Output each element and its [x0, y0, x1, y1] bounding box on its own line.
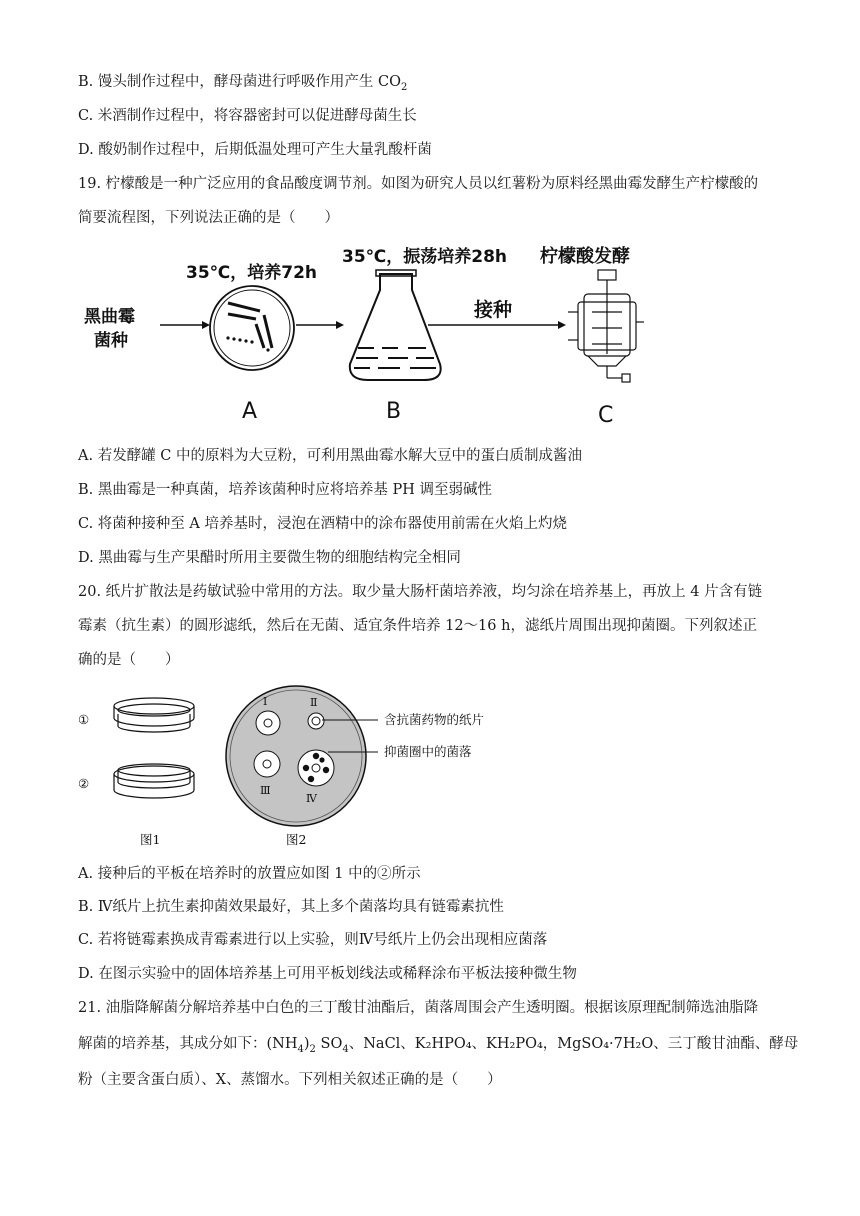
arrow-label: 接种	[474, 299, 513, 321]
q21-stem-line3: 粉（主要含蛋白质）、X、蒸馏水。下列相关叙述正确的是（ ）	[78, 1072, 502, 1088]
start-label-line2: 菌种	[94, 331, 128, 351]
q20-stem-line3: 确的是（ ）	[78, 652, 180, 668]
q18-option-c: C. 米酒制作过程中，将容器密封可以促进酵母菌生长	[78, 108, 417, 124]
arrowhead-3	[558, 321, 566, 329]
label-c: C	[598, 403, 614, 428]
flask-b	[350, 274, 441, 380]
flask-liquid	[354, 348, 436, 368]
disc-4	[312, 764, 320, 772]
q19-option-b: B. 黑曲霉是一种真菌，培养该菌种时应将培养基 PH 调至弱碱性	[78, 482, 492, 498]
fig1-caption: 图1	[140, 832, 161, 847]
callout-1: 含抗菌药物的纸片	[384, 712, 485, 727]
ammonium-sulfate-formula: $(NH_4)_2$ $SO_4$	[266, 1036, 349, 1055]
disc-1	[264, 719, 272, 727]
label-b: B	[386, 399, 402, 424]
disc-2	[312, 717, 320, 725]
q20-option-b: B. Ⅳ纸片上抗生素抑菌效果最好，其上多个菌落均具有链霉素抗性	[78, 899, 504, 915]
arrowhead-1	[202, 321, 210, 329]
a-condition: 35℃，培养72h	[186, 263, 318, 283]
q19-flow-diagram	[78, 236, 678, 432]
fermenter-c	[568, 270, 644, 382]
label-a: A	[242, 399, 258, 424]
disc-label-3: Ⅲ	[260, 784, 271, 797]
dish-1	[114, 698, 194, 732]
streak-marks	[228, 303, 272, 348]
q19-stem-line2: 简要流程图，下列说法正确的是（ ）	[78, 210, 339, 226]
q20-figures	[78, 678, 508, 850]
arrowhead-2	[336, 321, 344, 329]
b-condition: 35℃，振荡培养28h	[342, 247, 508, 267]
mark-1: ①	[78, 712, 90, 727]
fig2-caption: 图2	[286, 832, 307, 847]
q20-option-a: A. 接种后的平板在培养时的放置应如图 1 中的②所示	[78, 866, 421, 882]
q19-option-a: A. 若发酵罐 C 中的原料为大豆粉，可利用黑曲霉水解大豆中的蛋白质制成酱油	[78, 448, 582, 464]
q19-stem-line1: 19. 柠檬酸是一种广泛应用的食品酸度调节剂。如图为研究人员以红薯粉为原料经黑曲霉发酵生产柠檬酸的	[78, 176, 759, 192]
q20-stem-line2: 霉素（抗生素）的圆形滤纸，然后在无菌、适宜条件培养 12～16 h，滤纸片周围出现抑菌圈。下列叙述正	[78, 618, 757, 634]
mark-2: ②	[78, 776, 90, 791]
disc-label-2: Ⅱ	[310, 696, 318, 709]
q19-option-d: D. 黑曲霉与生产果醋时所用主要微生物的细胞结构完全相同	[78, 550, 461, 566]
q20-option-c: C. 若将链霉素换成青霉素进行以上实验，则Ⅳ号纸片上仍会出现相应菌落	[78, 932, 548, 948]
q21-stem-line1: 21. 油脂降解菌分解培养基中白色的三丁酸甘油酯后，菌落周围会产生透明圈。根据该原理配制筛选油脂降	[78, 1000, 759, 1016]
q20-stem-line1: 20. 纸片扩散法是药敏试验中常用的方法。取少量大肠杆菌培养液，均匀涂在培养基上，再放上 4 片含有链	[78, 584, 763, 600]
c-title: 柠檬酸发酵	[540, 246, 630, 267]
callout-2: 抑菌圈中的菌落	[384, 744, 472, 759]
q21-stem-line2: 解菌的培养基，其成分如下：$(NH_4)_2$ $SO_4$、NaCl、K₂HPO₄、KH₂PO₄，MgSO₄·7H₂O、三丁酸甘油酯、酵母	[78, 1036, 799, 1055]
disc-label-4: Ⅳ	[306, 792, 317, 805]
q18-option-d: D. 酸奶制作过程中，后期低温处理可产生大量乳酸杆菌	[78, 142, 432, 158]
start-label-line1: 黑曲霉	[84, 307, 135, 327]
dish-2	[114, 764, 194, 798]
agar-plate	[226, 686, 366, 826]
disc-3	[263, 760, 271, 768]
q19-option-c: C. 将菌种接种至 A 培养基时，浸泡在酒精中的涂布器使用前需在火焰上灼烧	[78, 516, 567, 532]
petri-dish-a	[210, 286, 294, 370]
q20-option-d: D. 在图示实验中的固体培养基上可用平板划线法或稀释涂布平板法接种微生物	[78, 966, 577, 982]
disc-label-1: Ⅰ	[263, 695, 268, 708]
q18-option-b: B. 馒头制作过程中，酵母菌进行呼吸作用产生 $CO_2$	[78, 74, 408, 93]
